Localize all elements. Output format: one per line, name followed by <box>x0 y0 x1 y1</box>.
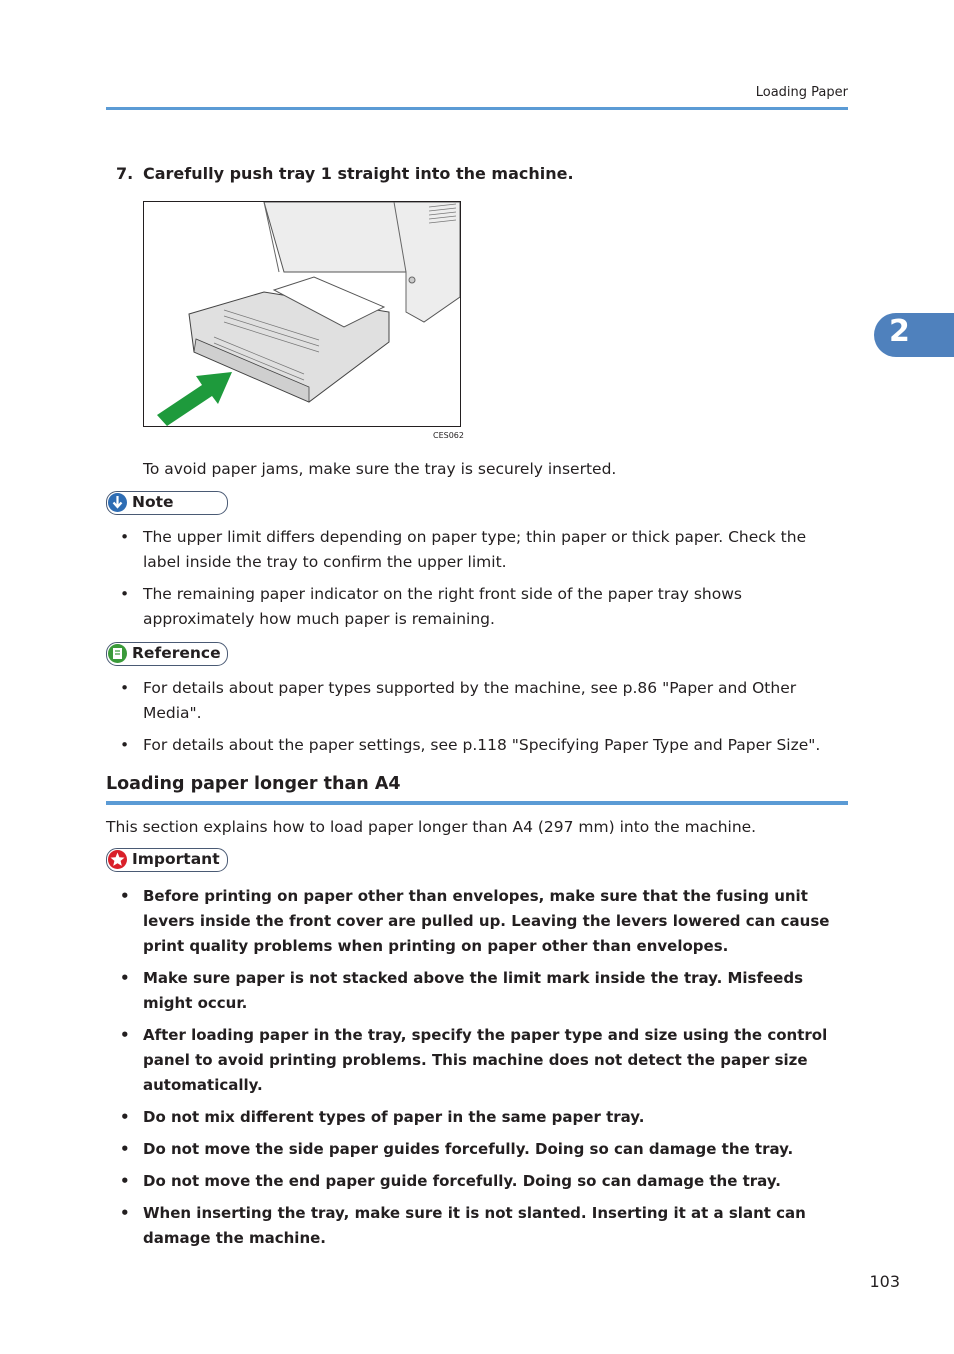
reference-badge <box>106 642 228 666</box>
list-item: • The upper limit differs depending on paper type; thin paper or thick paper. Check the label inside the tray to confirm the upper limit. <box>106 525 841 575</box>
down-arrow-icon <box>108 493 127 512</box>
reference-list <box>106 676 841 765</box>
section-intro: This section explains how to load paper longer than A4 (297 mm) into the machine. <box>106 818 757 836</box>
step-text: Carefully push tray 1 straight into the machine. <box>143 164 574 183</box>
list-item: • After loading paper in the tray, specify the paper type and size using the control panel to avoid printing problems. This machine does not detect the paper size automatically. <box>106 1023 844 1098</box>
printer-tray-drawing <box>144 202 460 426</box>
section-rule <box>106 801 848 805</box>
page-number: 103 <box>869 1272 900 1291</box>
step-7 <box>116 164 574 183</box>
note-label: Note <box>132 493 174 511</box>
tray-illustration <box>143 201 461 427</box>
note-list <box>106 525 841 639</box>
star-icon <box>108 850 127 869</box>
step-number: 7. <box>116 164 134 183</box>
important-list <box>106 884 844 1258</box>
header-rule <box>106 107 848 110</box>
list-item: • Do not move the end paper guide forcefully. Doing so can damage the tray. <box>106 1169 844 1194</box>
list-item: • When inserting the tray, make sure it is not slanted. Inserting it at a slant can damage the machine. <box>106 1201 844 1251</box>
important-label: Important <box>132 850 220 868</box>
chapter-tab <box>874 313 954 357</box>
figure-code: CES062 <box>433 431 464 440</box>
section-heading: Loading paper longer than A4 <box>106 774 401 794</box>
book-icon <box>108 644 127 663</box>
chapter-number: 2 <box>889 314 910 349</box>
list-item: • Make sure paper is not stacked above the limit mark inside the tray. Misfeeds might occur. <box>106 966 844 1016</box>
list-item: • Do not move the side paper guides forcefully. Doing so can damage the tray. <box>106 1137 844 1162</box>
reference-label: Reference <box>132 644 221 662</box>
list-item: • Before printing on paper other than envelopes, make sure that the fusing unit levers inside the front cover are pulled up. Leaving the levers lowered can cause print quality problems when printing on paper other than envelopes. <box>106 884 844 959</box>
list-item: • For details about the paper settings, see p.118 "Specifying Paper Type and Paper Size". <box>106 733 841 758</box>
note-badge <box>106 491 228 515</box>
list-item: • The remaining paper indicator on the right front side of the paper tray shows approximately how much paper is remaining. <box>106 582 841 632</box>
step-note: To avoid paper jams, make sure the tray is securely inserted. <box>143 460 617 478</box>
running-header: Loading Paper <box>755 85 848 100</box>
list-item: • For details about paper types supported by the machine, see p.86 "Paper and Other Media". <box>106 676 841 726</box>
list-item: • Do not mix different types of paper in the same paper tray. <box>106 1105 844 1130</box>
important-badge <box>106 848 228 872</box>
